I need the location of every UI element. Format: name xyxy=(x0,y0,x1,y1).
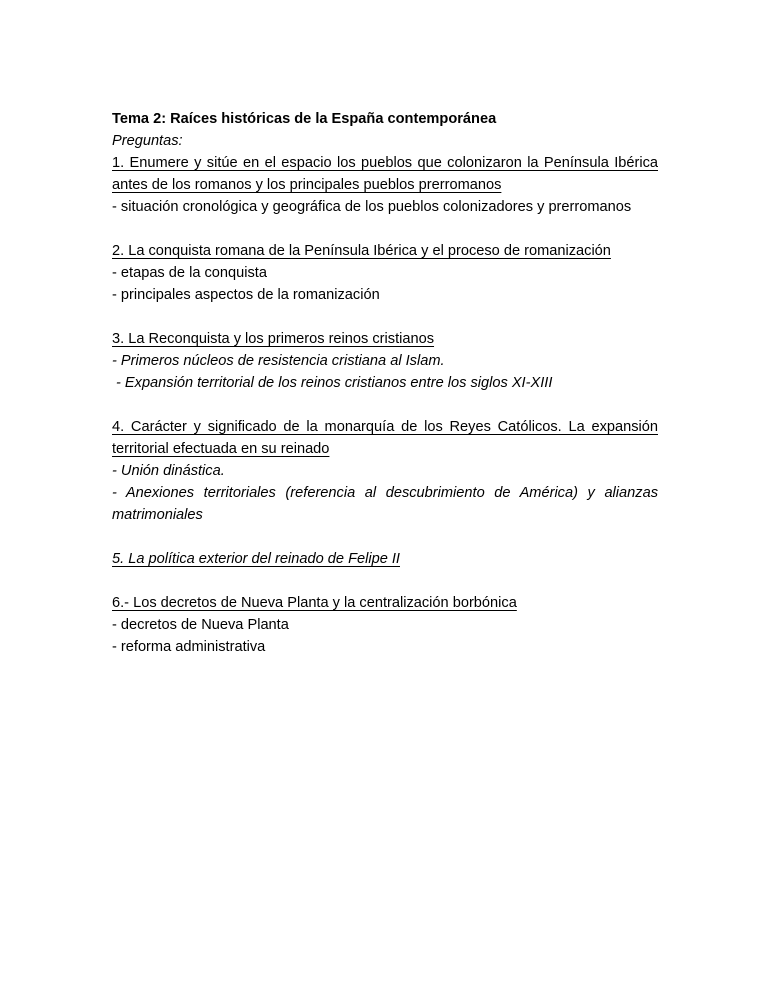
section-item: - Anexiones territoriales (referencia al descubrimiento de América) y alianzas matrimoniales xyxy=(112,485,658,523)
section-item: - Primeros núcleos de resistencia cristiana al Islam. xyxy=(112,353,445,369)
section-heading xyxy=(112,328,658,350)
section-item: - situación cronológica y geográfica de los pueblos colonizadores y prerromanos xyxy=(112,199,632,215)
section-heading-text: 2. La conquista romana de la Península Ibérica y el proceso de romanización xyxy=(112,243,611,259)
section-heading-text: 3. La Reconquista y los primeros reinos cristianos xyxy=(112,331,435,347)
section-1 xyxy=(112,152,658,218)
document-body xyxy=(112,108,658,658)
section-item: - etapas de la conquista xyxy=(112,265,267,281)
section-6 xyxy=(112,592,658,658)
section-heading xyxy=(112,416,658,460)
section-item: - Unión dinástica. xyxy=(112,463,225,479)
section-item: - reforma administrativa xyxy=(112,639,266,655)
section-heading xyxy=(112,592,658,614)
section-5 xyxy=(112,548,658,570)
document-subtitle: Preguntas: xyxy=(112,133,183,149)
section-heading-text: 1. Enumere y sitúe en el espacio los pueblos que colonizaron la Península Ibérica antes de los romanos y los principales pueblos prerromanos xyxy=(112,155,658,193)
section-4 xyxy=(112,416,658,526)
document-title: Tema 2: Raíces históricas de la España contemporánea xyxy=(112,111,497,127)
section-item: - principales aspectos de la romanización xyxy=(112,287,380,303)
section-heading xyxy=(112,152,658,196)
section-item: - decretos de Nueva Planta xyxy=(112,617,289,633)
section-3 xyxy=(112,328,658,394)
section-heading xyxy=(112,240,658,262)
section-heading-text: 4. Carácter y significado de la monarquía de los Reyes Católicos. La expansión territorial efectuada en su reinado xyxy=(112,419,658,457)
section-2 xyxy=(112,240,658,306)
section-heading xyxy=(112,548,658,570)
section-heading-text: 5. La política exterior del reinado de Felipe II xyxy=(112,551,400,567)
section-item: - Expansión territorial de los reinos cristianos entre los siglos XI-XIII xyxy=(116,375,553,391)
section-heading-text: 6.- Los decretos de Nueva Planta y la centralización borbónica xyxy=(112,595,517,611)
